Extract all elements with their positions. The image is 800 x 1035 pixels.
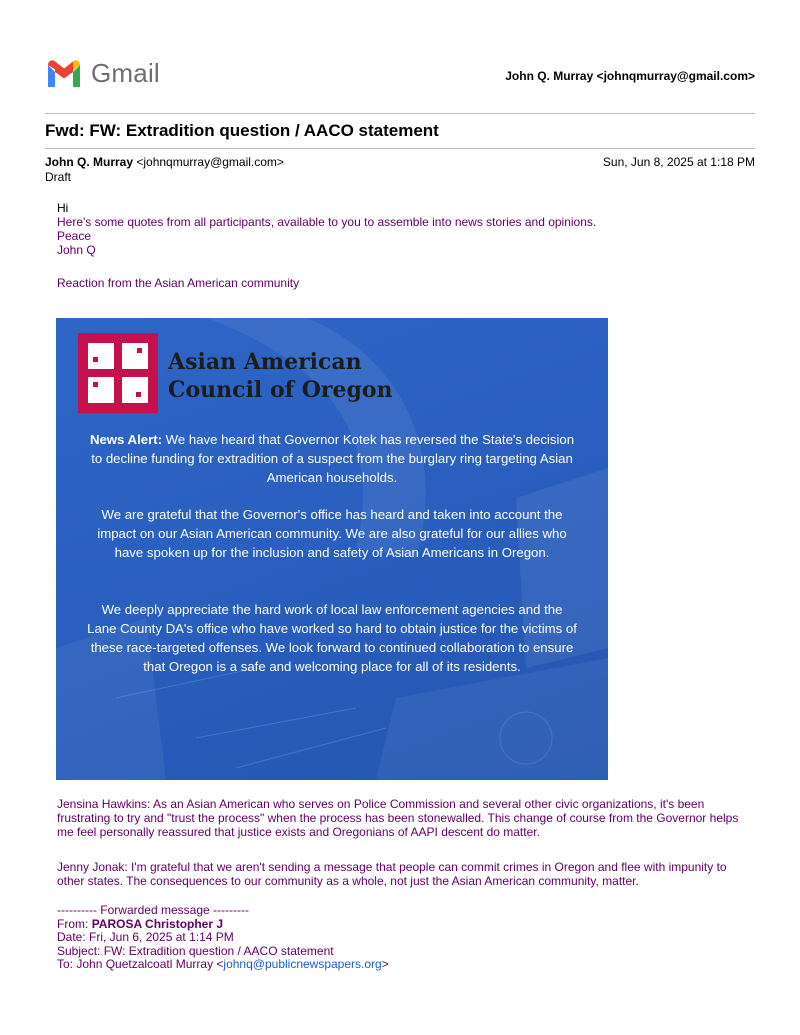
signature: John Q bbox=[57, 243, 96, 257]
sender-email: <johnqmurray@gmail.com> bbox=[136, 155, 284, 169]
news-alert-label: News Alert: bbox=[89, 432, 162, 447]
divider bbox=[45, 148, 755, 149]
message-greeting-block bbox=[57, 201, 596, 257]
gmail-wordmark: Gmail bbox=[91, 58, 160, 88]
email-date: Sun, Jun 8, 2025 at 1:18 PM bbox=[602, 155, 755, 169]
forwarded-to: To: John Quetzalcoatl Murray <johnq@publicnewspapers.org> bbox=[57, 957, 389, 971]
aaco-logo-icon bbox=[78, 333, 158, 413]
gmail-m-icon bbox=[45, 59, 83, 89]
news-alert-text: We have heard that Governor Kotek has reversed the State's decision to decline funding for extradition of a suspect from the burglary ring targeting Asian American households. bbox=[91, 432, 575, 485]
reaction-heading: Reaction from the Asian American community bbox=[57, 276, 300, 290]
news-alert-paragraph bbox=[86, 430, 578, 487]
forwarded-from: From: PAROSA Christopher J bbox=[57, 916, 224, 931]
aaco-statement-image bbox=[56, 318, 608, 780]
org-name-line2: Council of Oregon bbox=[168, 377, 393, 403]
forwarded-subject: Subject: FW: Extradition question / AACO statement bbox=[57, 943, 334, 958]
gmail-logo bbox=[45, 58, 160, 89]
forwarded-message-header bbox=[57, 904, 389, 972]
quote-jenny-jonak: Jenny Jonak: I'm grateful that we aren't sending a message that people can commit crimes in Oregon and flee with impunity to other states. The consequences to our community as a whole, not just the Asian American community, matter. bbox=[57, 860, 727, 888]
email-subject: Fwd: FW: Extradition question / AACO statement bbox=[45, 121, 439, 140]
flyer-paragraph-3: We deeply appreciate the hard work of local law enforcement agencies and the Lane County DA's office who have worked so hard to obtain justice for the victims of these race-targeted offenses. We look forward to continued collaboration to ensure that Oregon is a safe and welcoming place for all of its residents. bbox=[87, 602, 577, 674]
divider bbox=[45, 113, 755, 114]
draft-status: Draft bbox=[45, 170, 72, 184]
organization-name bbox=[168, 348, 393, 404]
greeting: Hi bbox=[57, 201, 69, 215]
sender-line bbox=[45, 155, 284, 169]
forwarded-from-name: PAROSA Christopher J bbox=[91, 916, 224, 931]
forwarded-date: Date: Fri, Jun 6, 2025 at 1:14 PM bbox=[57, 930, 234, 944]
flyer-paragraph-2: We are grateful that the Governor's office has heard and taken into account the impact on our Asian American community. We are also grateful for our allies who have spoken up for the inclusion and safety of Asian Americans in Oregon. bbox=[97, 507, 567, 560]
org-name-line1: Asian American bbox=[168, 349, 362, 375]
intro-text: Here's some quotes from all participants, available to you to assemble into news stories and opinions. bbox=[57, 215, 597, 229]
account-label: John Q. Murray <johnqmurray@gmail.com> bbox=[505, 69, 755, 83]
forwarded-to-email-link[interactable]: johnq@publicnewspapers.org bbox=[223, 957, 382, 971]
quote-jensina-hawkins: Jensina Hawkins: As an Asian American who serves on Police Commission and several other civic organizations, it's been frustrating to try and "trust the process" when the process has been stonewalled. This change of course from the Governor helps me feel personally reassured that justice exists and Oregonians of AAPI descent do matter. bbox=[57, 797, 739, 839]
sender-name: John Q. Murray bbox=[45, 155, 134, 169]
signoff: Peace bbox=[57, 229, 92, 243]
forwarded-divider: ---------- Forwarded message --------- bbox=[57, 903, 249, 917]
